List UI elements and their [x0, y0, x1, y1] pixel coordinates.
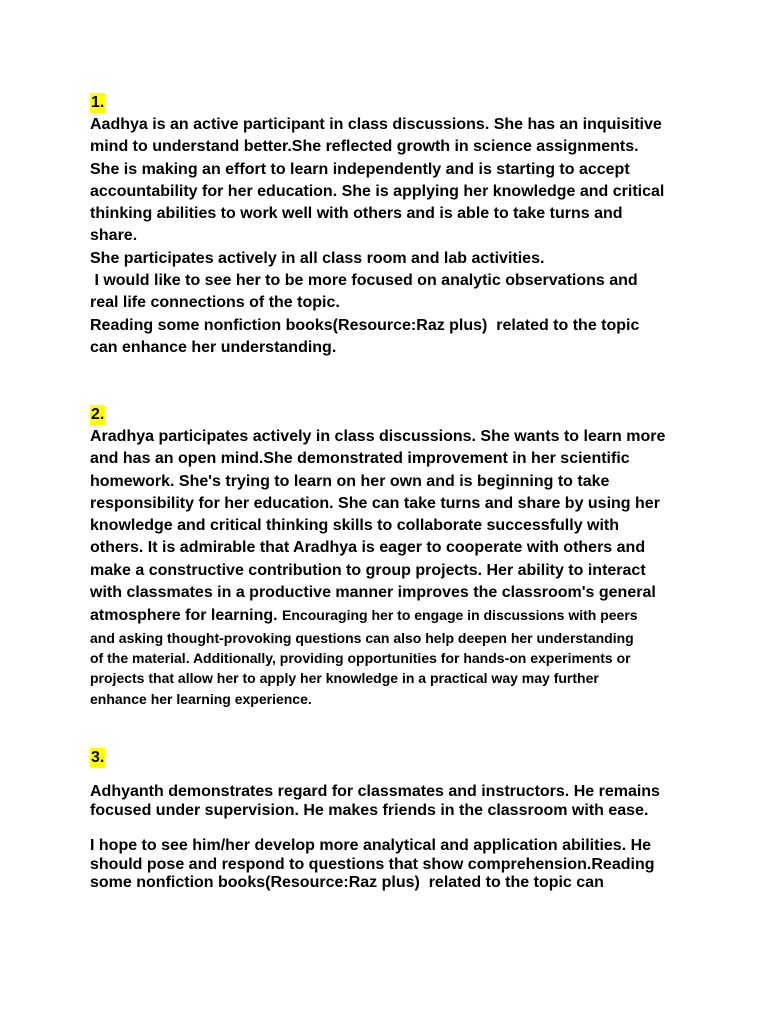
text-line: She is making an effort to learn independently and is starting to accept [90, 160, 630, 178]
text-line: mind to understand better.She reflected growth in science assignments. [90, 138, 639, 156]
text-line: knowledge and critical thinking skills to collaborate successfully with [90, 517, 620, 535]
text-line: with classmates in a productive manner improves the classroom's general [90, 584, 656, 602]
text-line: Reading some nonfiction books(Resource:Raz plus) related to the topic [90, 316, 640, 334]
text-line: share. [90, 227, 138, 245]
text-line: should pose and respond to questions that show comprehension.Reading [90, 855, 655, 873]
text-line: thinking abilities to work well with others and is able to take turns and [90, 205, 623, 223]
text-segment-small: Encouraging her to engage in discussions with peers [282, 607, 638, 624]
text-line: responsibility for her education. She can take turns and share by using her [90, 494, 660, 512]
text-line-small: and asking thought-provoking questions can also help deepen her understanding [90, 629, 634, 646]
text-line: homework. She's trying to learn on her own and is beginning to take [90, 472, 610, 490]
text-line: Adhyanth demonstrates regard for classmates and instructors. He remains [90, 783, 660, 800]
text-line: Aradhya participates actively in class discussions. She wants to learn more [90, 428, 666, 445]
section-1-text [90, 114, 690, 359]
text-line: focused under supervision. He makes friends in the classroom with ease. [90, 801, 649, 819]
text-line [90, 604, 690, 627]
section-number-1: 1. [91, 94, 105, 111]
section-number-3: 3. [91, 749, 105, 766]
text-line: I hope to see him/her develop more analytical and application abilities. He [90, 837, 652, 854]
text-line: real life connections of the topic. [90, 294, 340, 312]
text-line: some nonfiction books(Resource:Raz plus) related to the topic can [90, 874, 604, 891]
section-3-paragraph-1 [90, 783, 690, 820]
text-line-small: of the material. Additionally, providing opportunities for hands-on experiments or [90, 649, 631, 666]
section-3-paragraph-2 [90, 837, 690, 893]
text-line: She participates actively in all class room and lab activities. [90, 249, 545, 267]
section-2-text [90, 426, 690, 709]
text-line-small: projects that allow her to apply her knowledge in a practical way may further [90, 670, 599, 687]
text-line: I would like to see her to be more focused on analytic observations and [90, 272, 638, 290]
text-line: can enhance her understanding. [90, 338, 337, 356]
text-segment: atmosphere for learning. [90, 607, 283, 625]
section-number-2: 2. [91, 406, 105, 423]
text-line: and has an open mind.She demonstrated improvement in her scientific [90, 450, 630, 468]
text-line: Aadhya is an active participant in class discussions. She has an inquisitive [90, 116, 662, 133]
text-line-small: enhance her learning experience. [90, 690, 312, 707]
text-line: accountability for her education. She is applying her knowledge and critical [90, 182, 665, 200]
text-line: others. It is admirable that Aradhya is eager to cooperate with others and [90, 539, 646, 557]
text-line: make a constructive contribution to group projects. Her ability to interact [90, 561, 646, 579]
